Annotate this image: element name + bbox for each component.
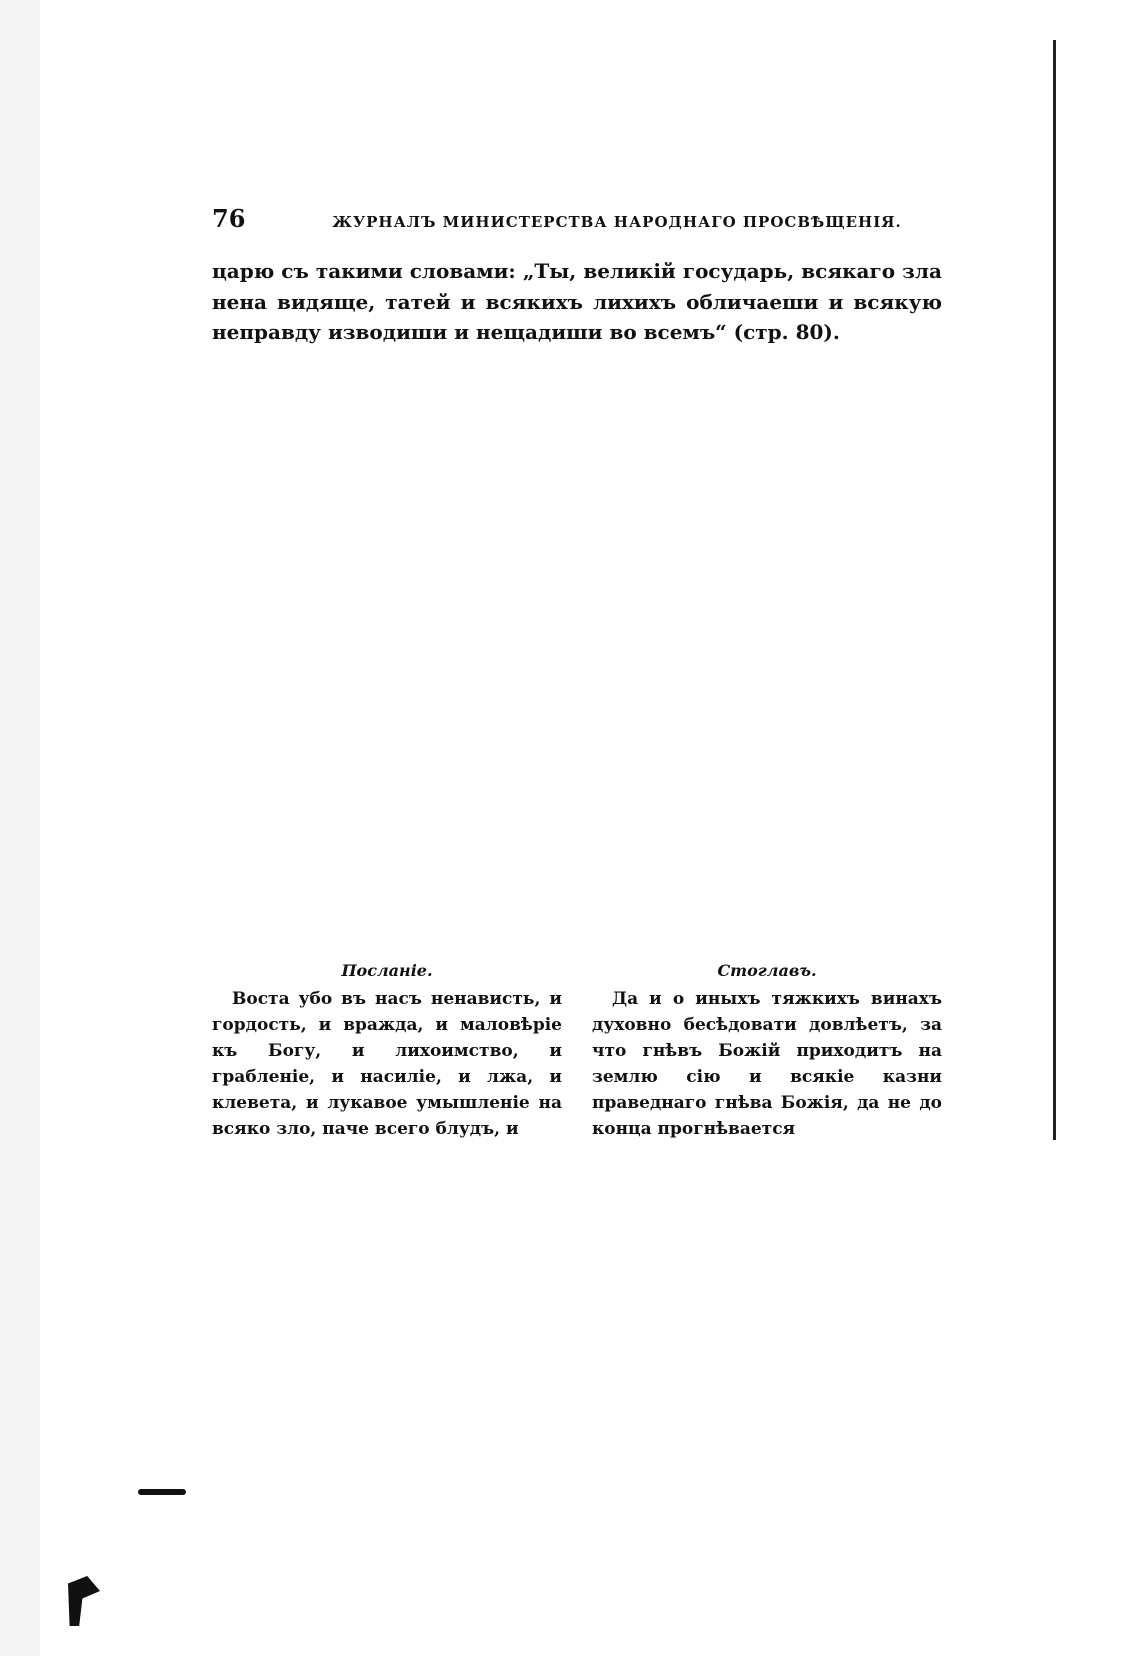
column-poslanie [212,958,562,1142]
column-text: Воста убо въ насъ ненависть, и гордость, и вражда, и маловѣріе къ Богу, и лихоимство, и грабленіе, и насиліе, и лжа, и клевета, и лукавое умышленіе на всяко зло, паче всего блудъ, и [212,989,562,1139]
scan-margin [0,0,40,1656]
column-stoglav [592,958,942,1142]
column-title: Стоглавъ. [717,961,817,980]
page-number: 76 [212,204,246,233]
paragraph: царю съ такими словами: „Ты, великій государь, всякаго зла нена видяще, татей и всякихъ лихихъ обличаеши и всякую неправду изводиши и нещадиши во всемъ“ (стр. 80). [212,259,942,344]
column-title: Посланіе. [341,961,433,980]
ink-mark [138,1489,186,1495]
column-text: Да и о иныхъ тяжкихъ винахъ духовно бесѣдовати довлѣетъ, за что гнѣвъ Божій приходитъ на землю сію и всякіе казни праведнаго гнѣва Божія, да не до конца прогнѣвается [592,989,942,1139]
page-header [212,204,942,233]
comparison-columns [212,958,942,1142]
ink-blot [68,1576,100,1626]
scan-edge-rule [1053,40,1056,1140]
body-text [212,256,942,348]
running-title: ЖУРНАЛЪ МИНИСТЕРСТВА НАРОДНАГО ПРОСВѢЩЕНІЯ. [332,213,902,231]
